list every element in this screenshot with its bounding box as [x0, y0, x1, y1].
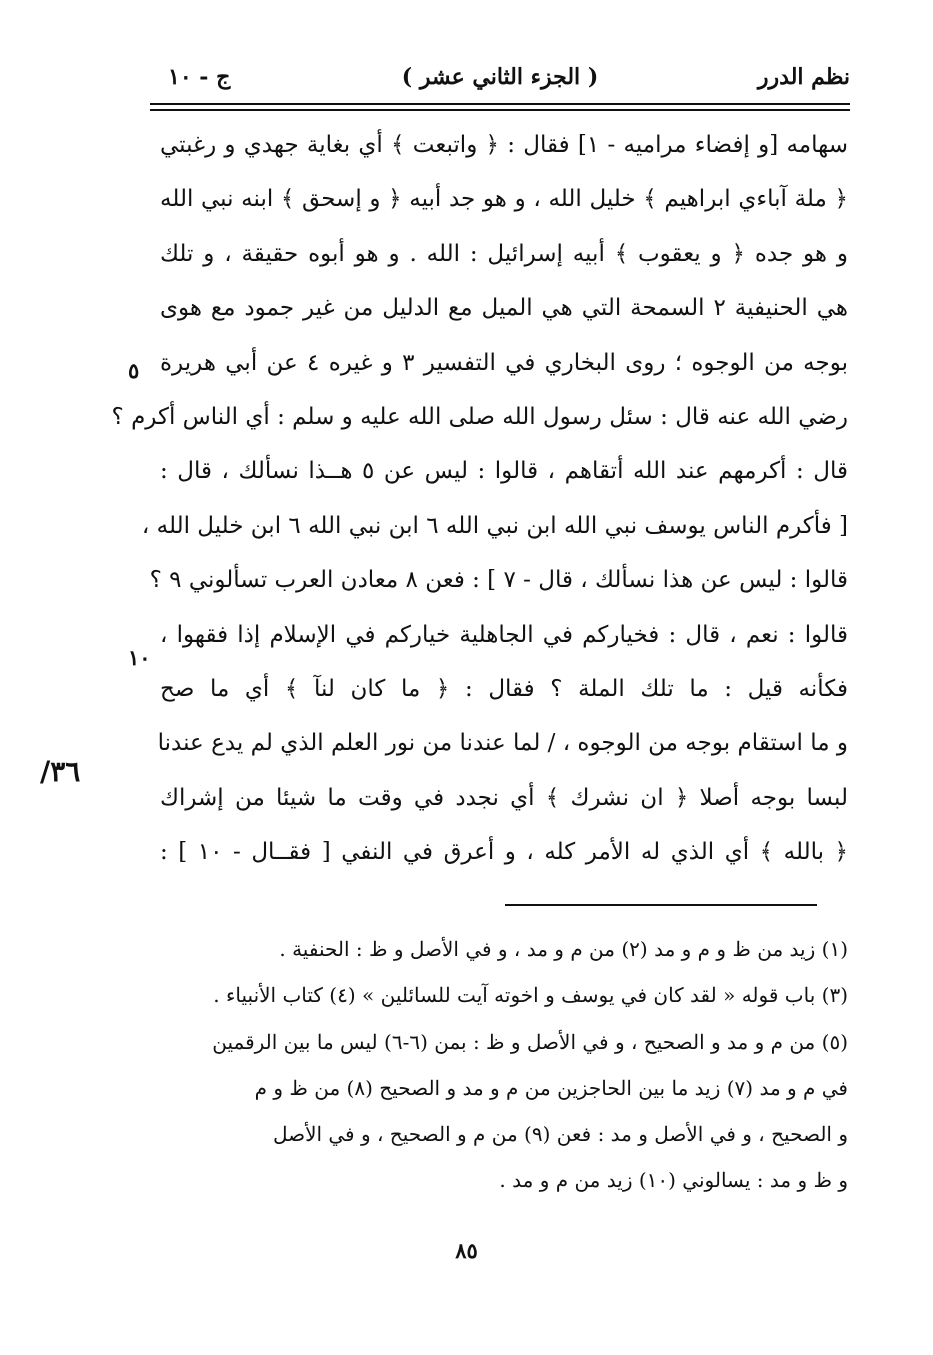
- footnotes: [160, 926, 848, 1204]
- text-line: لبسا بوجه أصلا ﴿ ان نشرك ﴾ أي نجدد في وقت ما شيئا من إشراك: [160, 784, 848, 811]
- book-title: نظم الدرر: [757, 64, 850, 90]
- text-line: سهامه [و إفضاء مراميه - ١] فقال : ﴿ واتبعت ﴾ أي بغاية جهدي و رغبتي: [160, 132, 848, 158]
- footnote-line: (١) زيد من ظ و م و مد (٢) من م و مد ، و في الأصل و ظ : الحنفية .: [279, 937, 848, 961]
- margin-folio-note: ٣٦/: [40, 755, 81, 788]
- text-line: قال : أكرمهم عند الله أتقاهم ، قالوا : ليس عن ٥ هــذا نسألك ، قال :: [160, 458, 848, 485]
- line-number-5: ٥: [128, 358, 140, 383]
- running-header: [150, 60, 850, 100]
- text-line: فكأنه قيل : ما تلك الملة ؟ فقال : ﴿ ما كان لنآ ﴾ أي ما صح: [160, 675, 848, 702]
- text-line: رضي الله عنه قال : سئل رسول الله صلى الله عليه و سلم : أي الناس أكرم ؟: [111, 403, 848, 430]
- text-line: و هو جده ﴿ و يعقوب ﴾ أبيه إسرائيل : الله . و هو أبوه حقيقة ، و تلك: [160, 240, 848, 267]
- text-line: ﴿ بالله ﴾ أي الذي له الأمر كله ، و أعرق في النفي [ فقــال - ١٠ ] :: [160, 839, 848, 866]
- part-label: ( الجزء الثاني عشر ): [401, 64, 599, 90]
- line-number-10: ١٠: [128, 645, 151, 670]
- text-line: و ما استقام بوجه من الوجوه ، / لما عندنا من نور العلم الذي لم يدع عندنا: [157, 730, 848, 757]
- footnote-separator: [505, 904, 817, 906]
- text-line: قالوا : نعم ، قال : فخياركم في الجاهلية خياركم في الإسلام إذا فقهوا ،: [160, 621, 848, 648]
- volume-label: ج - ١٠: [168, 64, 231, 90]
- footnote-line: (٥) من م و مد و الصحيح ، و في الأصل و ظ : بمن (٦-٦) ليس ما بين الرقمين: [212, 1029, 848, 1054]
- text-line: ﴿ ملة آباءي ابراهيم ﴾ خليل الله ، و هو جد أبيه ﴿ و إسحق ﴾ ابنه نبي الله: [160, 186, 848, 213]
- footnote-line: و الصحيح ، و في الأصل و مد : فعن (٩) من م و الصحيح ، و في الأصل: [272, 1122, 848, 1147]
- footnote-line: (٣) باب قوله « لقد كان في يوسف و اخوته آيت للسائلين » (٤) كتاب الأنبياء .: [213, 983, 848, 1008]
- header-double-rule: [150, 103, 850, 111]
- footnote-line: و ظ و مد : يسالوني (١٠) زيد من م و مد .: [499, 1168, 848, 1193]
- page-number: ٨٥: [455, 1238, 478, 1263]
- text-line: [ فأكرم الناس يوسف نبي الله ابن نبي الله ٦ ابن نبي الله ٦ ابن خليل الله ،: [141, 512, 848, 539]
- text-line: هي الحنيفية ٢ السمحة التي هي الميل مع الدليل من غير جمود مع هوى: [160, 295, 848, 322]
- text-line: بوجه من الوجوه ؛ روى البخاري في التفسير ٣ و غيره ٤ عن أبي هريرة: [160, 349, 849, 376]
- footnote-line: في م و مد (٧) زيد ما بين الحاجزين من م و مد و الصحيح (٨) من ظ و م: [254, 1075, 848, 1100]
- main-text: [111, 118, 849, 879]
- text-line: قالوا : ليس عن هذا نسألك ، قال - ٧ ] : فعن ٨ معادن العرب تسألوني ٩ ؟: [149, 567, 848, 594]
